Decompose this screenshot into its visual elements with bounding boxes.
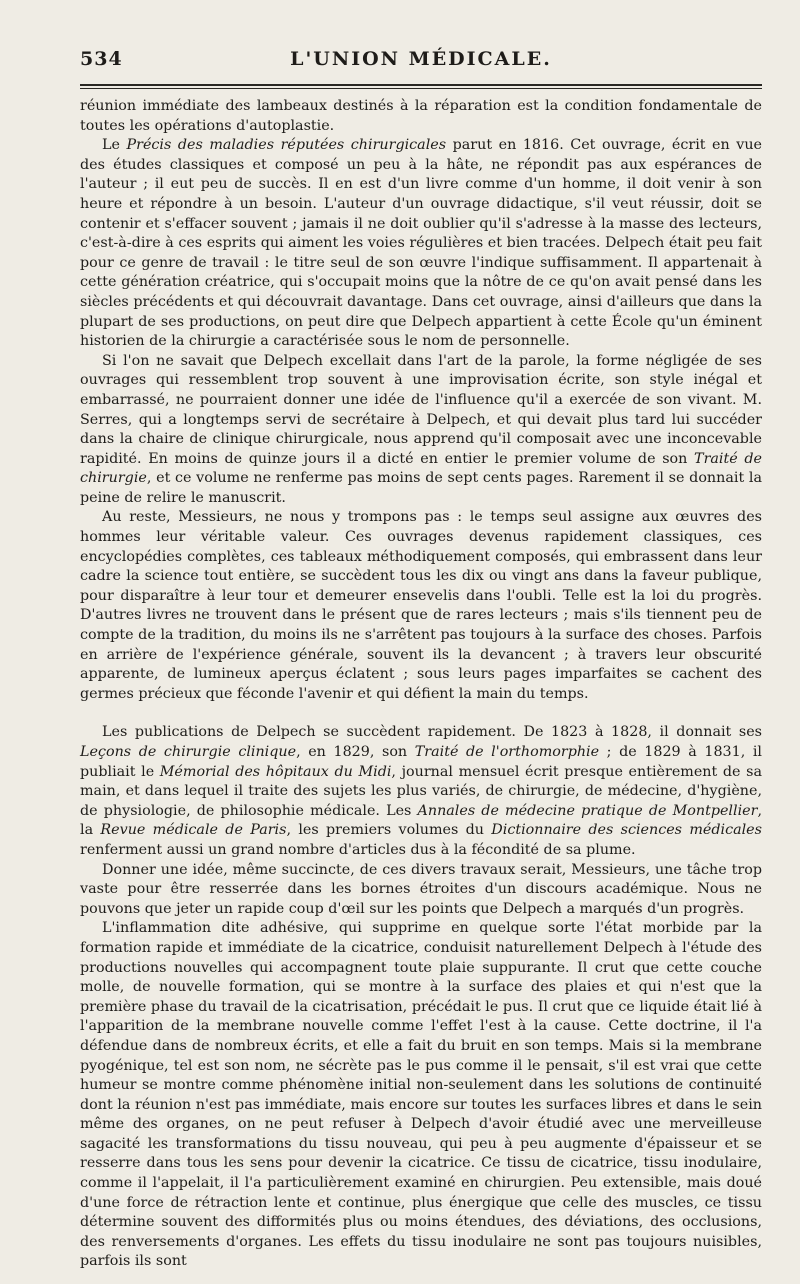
italic-title: Traité de chirurgie (80, 450, 762, 487)
text-run: Donner une idée, même succincte, de ces divers travaux serait, Messieurs, une tâche trop vaste pour être resserrée dans les bornes étroites d'un discours académique. Nous ne pouvons que jeter un rapide coup d'œil sur les points que Delpech a marqués d'un progrès. (80, 861, 762, 917)
journal-title: L'UNION MÉDICALE. (290, 48, 552, 70)
italic-title: Dictionnaire des sciences médicales (491, 822, 762, 839)
text-run: Le (102, 137, 127, 154)
text-run: réunion immédiate des lambeaux destinés à la réparation est la condition fondamentale de toutes les opérations d'autoplastie. (80, 98, 762, 134)
italic-title: Mémorial des hôpitaux du Midi (159, 763, 392, 780)
page-number: 534 (80, 48, 123, 70)
paragraph (80, 136, 762, 352)
text-run: , les premiers volumes du (286, 822, 492, 839)
text-run: , et ce volume ne renferme pas moins de sept cents pages. Rarement il se donnait la peine de relire le manuscrit. (80, 470, 762, 506)
text-run: , la (80, 802, 762, 839)
paragraph (80, 861, 762, 920)
paragraph (80, 919, 762, 1272)
italic-title: Leçons de chirurgie clinique (80, 744, 297, 760)
text-run: Au reste, Messieurs, ne nous y trompons pas : le temps seul assigne aux œuvres des hommes leur véritable valeur. Ces ouvrages devenus rapidement classiques, ces encyclopédies complètes, ces tableaux méthodiquement composés, qui embrassent dans leur cadre la science tout entière, se succèdent tous les dix ou vingt ans dans la faveur publique, pour disparaître à leur tour et demeurer ensevelis dans l'oubli. Telle est la loi du progrès. D'autres livres ne trouvent dans le présent que de rares lecteurs ; mais s'ils tiennent peu de compte de la tradition, du moins ils ne s'arrêtent pas toujours à la surface des choses. Parfois en arrière de l'expérience générale, souvent ils la devancent ; à travers leur obscurité apparente, de lumineux aperçus éclatent ; sous leurs pages imparfaites se cachent des germes précieux que féconde l'avenir et qui défient la main du temps. (80, 509, 762, 702)
text-run: renferment aussi un grand nombre d'articles dus à la fécondité de sa plume. (80, 841, 636, 858)
paragraph (80, 508, 762, 704)
italic-title: Précis des maladies réputées chirurgicales (126, 137, 447, 154)
page-header (80, 48, 762, 78)
header-rule-thin (80, 88, 762, 89)
paragraph (80, 352, 762, 509)
text-run: Si l'on ne savait que Delpech excellait dans l'art de la parole, la forme négligée de ses ouvrages qui ressemblent trop souvent à une improvisation écrite, son style inégal et embarrassé, ne pourraient donner une idée de l'influence qu'il a exercée de son vivant. M. Serres, qui a longtemps servi de secrétaire à Delpech, et qui devait plus tard lui succéder dans la chaire de clinique chirurgicale, nous apprend qu'il composait avec une inconcevable rapidité. En moins de quinze jours il a dicté en entier le premier volume de son (80, 352, 762, 467)
text-run: , en 1829, son (296, 744, 415, 760)
paragraph (80, 723, 762, 860)
article-body (80, 97, 762, 1272)
text-run: L'inflammation dite adhésive, qui supprime en quelque sorte l'état morbide par la formation rapide et immédiate de la cicatrice, conduisit naturellement Delpech à l'étude des productions nouvelles qui accompagnent toute plaie suppurante. Il crut que cette couche molle, de nouvelle formation, qui se montre à la surface des plaies et qui n'est que la première phase du travail de la cicatrisation, précédait le pus. Il crut que ce liquide était lié à l'apparition de la membrane nouvelle comme l'effet l'est à la cause. Cette doctrine, il l'a défendue dans de nombreux écrits, et elle a fait du bruit en son temps. Mais si la membrane pyogénique, tel est son nom, ne sécrète pas le pus comme il le pensait, s'il est vrai que cette humeur se montre comme phénomène initial non-seulement dans les solutions de continuité dont la réunion n'est pas immédiate, mais encore sur toutes les surfaces libres et dans le sein même des organes, on ne peut refuser à Delpech d'avoir étudié avec une merveilleuse sagacité les transformations du tissu nouveau, qui peu à peu augmente d'épaisseur et se resserre dans tous les sens pour devenir la cicatrice. Ce tissu de cicatrice, tissu inodulaire, comme il l'appelait, il l'a particulièrement examiné en chirurgien. Peu extensible, mais doué d'une force de rétraction lente et continue, plus énergique que celle des muscles, ce tissu détermine souvent des difformités plus ou moins étendues, des déviations, des occlusions, des renversements d'organes. Les effets du tissu inodulaire ne sont pas toujours nuisibles, parfois ils sont (80, 920, 762, 1270)
text-run: parut en 1816. Cet ouvrage, écrit en vue des études classiques et composé un peu à la hâte, ne répondit pas aux espérances de l'auteur ; il eut peu de succès. Il en est d'un livre comme d'un homme, il doit venir à son heure et répondre à un besoin. L'auteur d'un ouvrage didactique, s'il veut réussir, doit se contenir et s'effacer souvent ; jamais il ne doit oublier qu'il s'adresse à la masse des lecteurs, c'est-à-dire à ces esprits qui aiment les voies régulières et bien tracées. Delpech était peu fait pour ce genre de travail : le titre seul de son œuvre l'indique suffisamment. Il appartenait à cette génération créatrice, qui s'occupait moins que la nôtre de ce qu'on avait pensé dans les siècles précédents et qui découvrait davantage. Dans cet ouvrage, ainsi d'ailleurs que dans la plupart de ses productions, on peut dire que Delpech appartient à cette École qu'un éminent historien de la chirurgie a caractérisée sous le nom de personnelle. (80, 137, 763, 350)
header-rule (80, 84, 762, 86)
italic-title: Revue médicale de Paris (100, 822, 287, 839)
italic-title: Traité de l'orthomorphie (414, 744, 600, 760)
text-run: ; de 1829 à 1831, il publiait le (80, 744, 763, 780)
text-run: , journal mensuel écrit presque entièrement de sa main, et dans lequel il traite des sujets les plus variés, de chirurgie, de médecine, d'hygiène, de physiologie, de philosophie médicale. Les (80, 763, 762, 819)
italic-title: Annales de médecine pratique de Montpellier (417, 802, 758, 819)
text-run: Les publications de Delpech se succèdent rapidement. De 1823 à 1828, il donnait ses (102, 724, 762, 741)
paragraph (80, 97, 762, 136)
